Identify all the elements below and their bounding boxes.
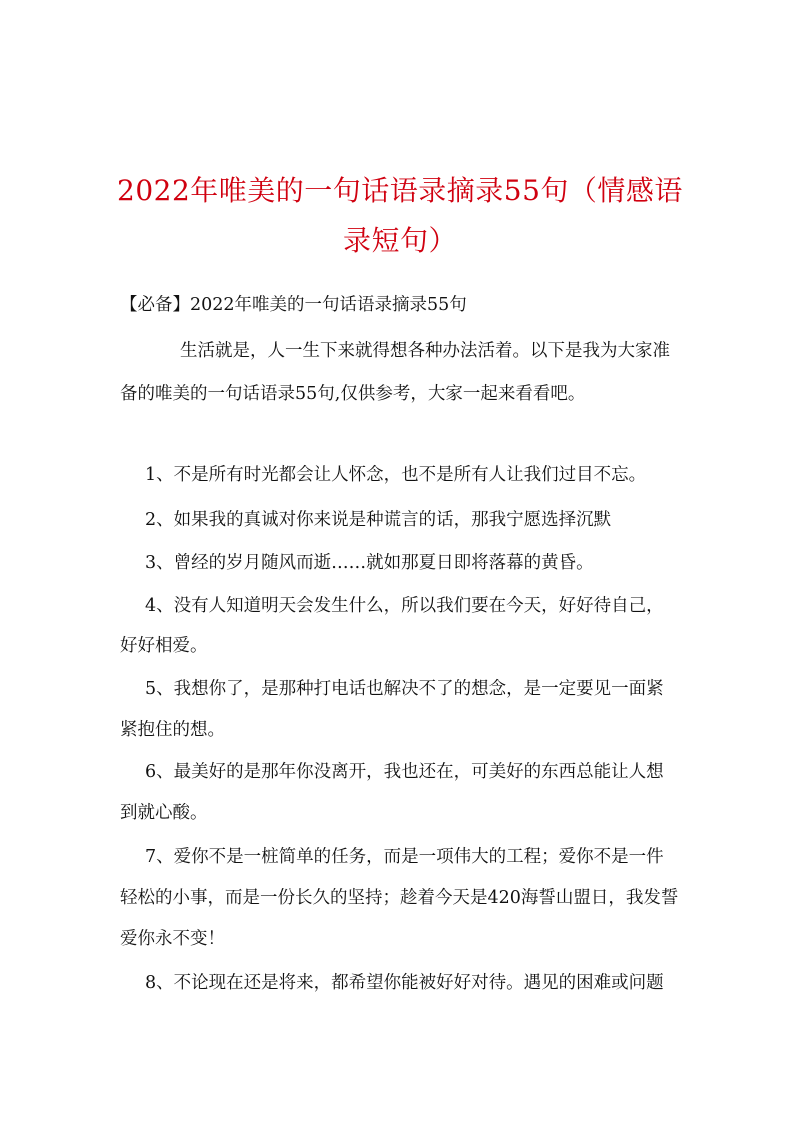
quote-7-line-2: 轻松的小事，而是一份长久的坚持；趁着今天是420海誓山盟日，我发誓 — [120, 888, 679, 908]
quote-7-line-3: 爱你永不变！ — [120, 929, 225, 949]
intro-line-1: 生活就是，人一生下来就得想各种办法活着。以下是我为大家准 — [180, 341, 670, 361]
quote-4-line-2: 好好相爱。 — [120, 636, 208, 656]
quote-7-line-1: 7、爱你不是一桩简单的任务，而是一项伟大的工程；爱你不是一件 — [145, 847, 664, 867]
quote-6-line-2: 到就心酸。 — [120, 803, 208, 823]
quote-3-line-1: 3、曾经的岁月随风而逝……就如那夏日即将落幕的黄昏。 — [145, 553, 594, 573]
document-title — [80, 166, 720, 266]
quote-4-line-1: 4、没有人知道明天会发生什么，所以我们要在今天，好好待自己， — [145, 596, 664, 616]
subheading: 【必备】2022年唯美的一句话语录摘录55句 — [120, 295, 467, 315]
quote-5-line-2: 紧抱住的想。 — [120, 720, 225, 740]
quote-2-line-1: 2、如果我的真诚对你来说是种谎言的话，那我宁愿选择沉默 — [145, 510, 612, 530]
intro-line-2: 备的唯美的一句话语录55句,仅供参考，大家一起来看看吧。 — [120, 384, 586, 404]
quote-5-line-1: 5、我想你了，是那种打电话也解决不了的想念，是一定要见一面紧 — [145, 679, 664, 699]
quote-1-line-1: 1、不是所有时光都会让人怀念，也不是所有人让我们过目不忘。 — [145, 465, 647, 485]
title-line-2: 录短句） — [342, 224, 457, 257]
quote-6-line-1: 6、最美好的是那年你没离开，我也还在，可美好的东西总能让人想 — [145, 762, 664, 782]
title-line-1: 2022年唯美的一句话语录摘录55句（情感语 — [117, 174, 683, 207]
quote-8-line-1: 8、不论现在还是将来，都希望你能被好好对待。遇见的困难或问题 — [145, 973, 664, 993]
